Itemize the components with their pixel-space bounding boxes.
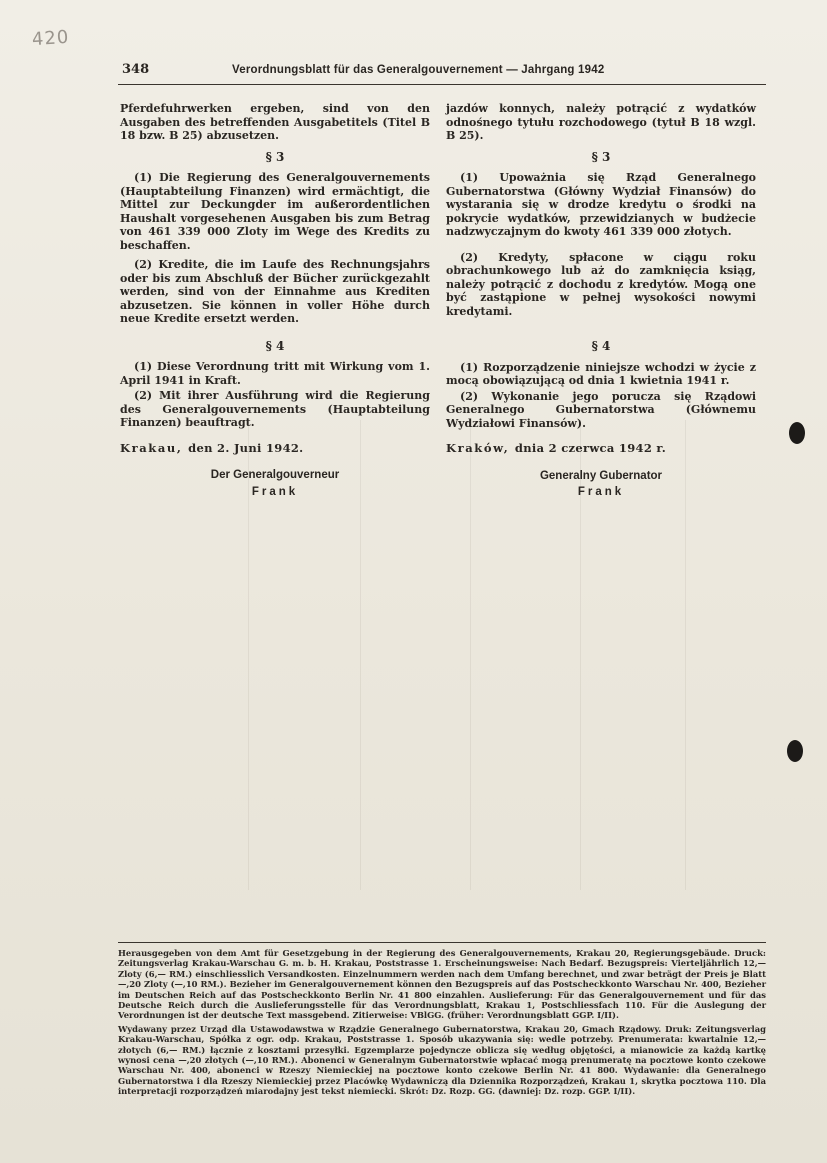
german-place-date [120, 442, 430, 456]
footer-rule [118, 942, 766, 943]
german-signature-title: Der Generalgouverneur [210, 469, 340, 481]
footer-german-imprint: Herausgegeben von dem Amt für Gesetzgebung in der Regierung des Generalgouvernements, Krakau 20, Regierungsgebäude. Druck: Zeitungsverlag Krakau-Warschau G. m. b. H. Krakau, Poststrasse 1. Erscheinungsweise: Nach Bedarf. Bezugspreis: Vierteljährlich 12,— Zloty (6,— RM.) einschliesslich Versandkosten. Einzelnummern werden nach dem Umfang berechnet, und zwar beträgt der Preis je Blatt —,20 Zloty (—,10 RM.). Bezieher im Generalgouvernement können den Bezugspreis auf das Postscheckkonto Warschau Nr. 400, Bezieher im Deutschen Reich auf das Postscheckkonto Berlin Nr. 41 800 einzahlen. Auslieferung: Für das Generalgouvernement und für das Deutsche Reich durch die Auslieferungsstelle für das Verordnungsblatt, Krakau 1, Postschliessfach 110. Für die Auslegung der Verordnungen ist der deutsche Text massgebend. Zitierweise: VBlGG. (früher: Verordnungsblatt GGP. I/II). [118, 948, 766, 1021]
polish-intro: jazdów konnych, należy potrącić z wydatków odnośnego tytułu rozchodowego (tytuł B 18 wzgl. B 25). [446, 102, 756, 142]
page-number: 348 [122, 62, 150, 77]
polish-section-3-paragraph-2: (2) Kredyty, spłacone w ciągu roku obrachunkowego lub aż do zamknięcia ksiąg, należy potrącić z dochodu z kredytów. Mogą one być zastąpione w pełnej wysokości nowymi kredytami. [446, 250, 756, 318]
polish-signature-title: Generalny Gubernator [539, 469, 663, 482]
german-intro: Pferdefuhrwerken ergeben, sind von den Ausgaben des betreffenden Ausgabetitels (Titel B 18 bzw. B 25) abzusetzen. [120, 102, 430, 142]
german-section-3-paragraph-2: (2) Kredite, die im Laufe des Rechnungsjahrs oder bis zum Abschluß der Bücher zurückgezahlt werden, sind von der Einnahme aus Krediten abzusetzen. Sie können in voller Höhe durch neue Kredite ersetzt werden. [120, 258, 430, 325]
publication-footer [118, 948, 766, 1100]
german-section-3-paragraph-1: (1) Die Regierung des Generalgouvernements (Hauptabteilung Finanzen) wird ermächtigt, die Mittel zur Deckungder im außerordentlichen Haushalt vorgesehenen Ausgaben bis zum Betrag von 461 339 000 Zloty im Wege des Kredits zu beschaffen. [120, 171, 430, 252]
german-place: Krakau, [120, 440, 183, 455]
german-section-4-paragraph-1: (1) Diese Verordnung tritt mit Wirkung vom 1. April 1941 in Kraft. [120, 360, 430, 387]
german-section-4-heading: § 4 [265, 338, 285, 353]
polish-place-date [446, 442, 756, 456]
german-date: den 2. Juni 1942. [188, 440, 304, 455]
polish-section-4-paragraph-2: (2) Wykonanie jego porucza się Rządowi Generalnego Gubernatorstwa (Głównemu Wydziałowi Finansów). [446, 389, 756, 430]
german-signature-name: Frank [251, 485, 299, 498]
polish-section-4-paragraph-1: (1) Rozporządzenie niniejsze wchodzi w życie z mocą obowiązującą od dnia 1 kwietnia 1941 r. [446, 360, 756, 387]
polish-column [446, 102, 756, 500]
polish-section-3-heading: § 3 [591, 149, 611, 164]
polish-section-3-paragraph-1: (1) Upoważnia się Rząd Generalnego Gubernatorstwa (Główny Wydział Finansów) do wystarania się w drodze kredytu o środki na pokrycie wydatków, przewidzianych w budżecie nadzwyczajnym do kwoty 461 339 000 złotych. [446, 171, 756, 238]
german-section-4-paragraph-2: (2) Mit ihrer Ausführung wird die Regierung des Generalgouvernements (Hauptabteilung Finanzen) beauftragt. [120, 389, 430, 429]
polish-place: Kraków, [446, 441, 510, 455]
german-section-3-heading: § 3 [265, 149, 285, 164]
punch-hole-upper [789, 422, 805, 444]
polish-signature-name: Frank [577, 486, 625, 498]
footer-polish-imprint: Wydawany przez Urząd dla Ustawodawstwa w Rządzie Generalnego Gubernatorstwa, Krakau 20, Gmach Rządowy. Druk: Zeitungsverlag Krakau-Warschau, Spółka z ogr. odp. Krakau, Poststrasse 1. Sposób ukazywania się: wedle potrzeby. Prenumerata: kwartalnie 12,— złotych (6,— RM.) łącznie z kosztami przesyłki. Egzemplarze pojedyncze oblicza się według objętości, a mianowicie za każdą kartkę wynosi cena —,20 złotych (—,10 RM.). Abonenci w Generalnym Gubernatorstwie wpłacać mogą prenumeratę na pocztowe konto czekowe Warschau Nr. 400, abonenci w Rzeszy Niemieckiej na pocztowe konto czekowe Berlin Nr. 41 800. Wydawanie: dla Generalnego Gubernatorstwa i dla Rzeszy Niemieckiej przez Placówkę Wydawniczą dla Dziennika Rozporządzeń, Krakau 1, skrytka pocztowa 110. Dla interpretacji rozporządzeń miarodajny jest tekst niemiecki. Skrót: Dz. Rozp. GG. (dawniej: Dz. rozp. GGP. I/II). [118, 1023, 766, 1097]
polish-section-4-heading: § 4 [591, 339, 611, 353]
punch-hole-lower [787, 740, 803, 762]
header-rule [118, 84, 766, 85]
running-head: Verordnungsblatt für das Generalgouvernement — Jahrgang 1942 [232, 64, 605, 76]
german-column [120, 102, 430, 499]
pencil-annotation: 420 [31, 26, 71, 51]
polish-date: dnia 2 czerwca 1942 r. [514, 441, 667, 455]
